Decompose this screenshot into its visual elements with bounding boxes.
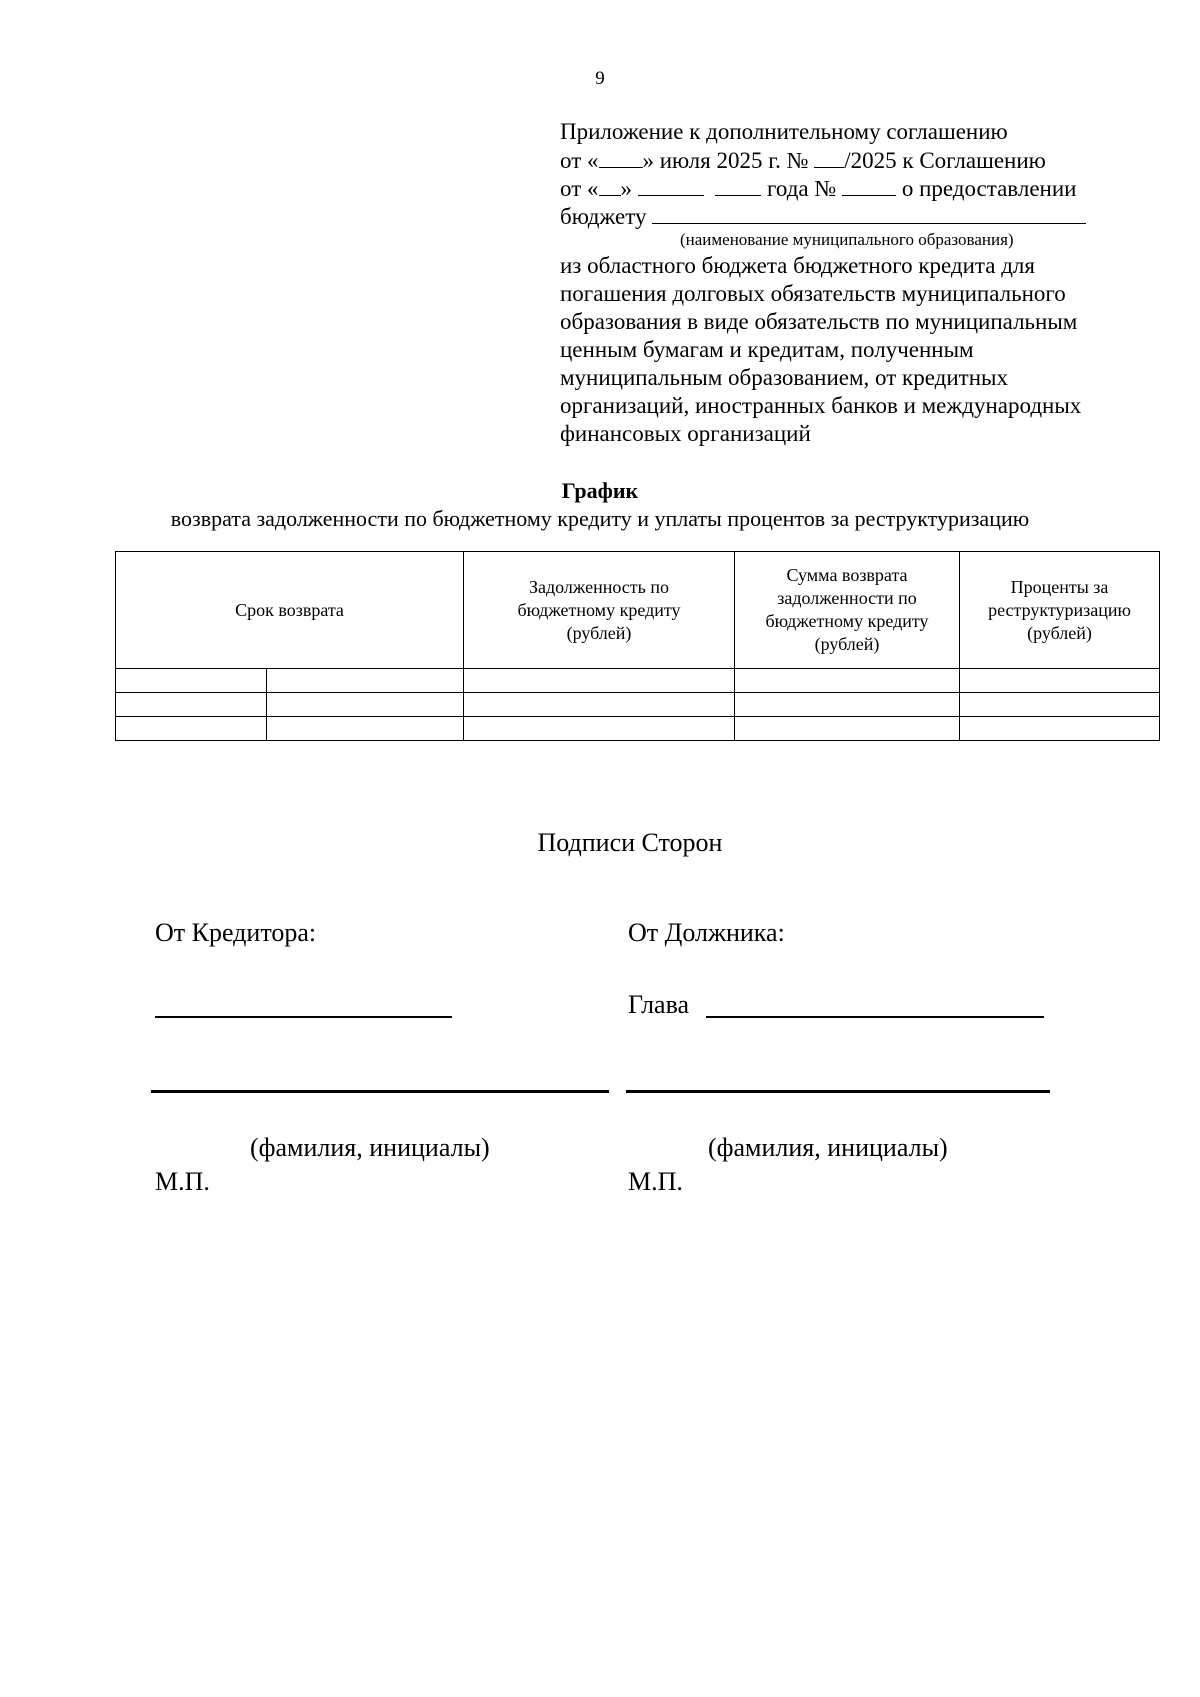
appendix-body-7: финансовых организаций — [560, 421, 811, 446]
table-cell[interactable] — [960, 717, 1160, 741]
appendix-month-text: » июля 2025 г. № — [642, 148, 809, 173]
appendix-line-4 — [560, 202, 1170, 230]
table-cell[interactable] — [116, 669, 267, 693]
head-signature-line — [706, 1016, 1044, 1018]
appendix-quote-close: » — [620, 176, 632, 201]
table-cell[interactable] — [267, 693, 464, 717]
day-blank-2 — [599, 174, 621, 196]
appendix-body-6: организаций, иностранных банков и международных — [560, 393, 1082, 418]
table-row — [116, 717, 1160, 741]
table-cell[interactable] — [735, 693, 960, 717]
page-number: 9 — [595, 68, 605, 89]
appendix-body-5: муниципальным образованием, от кредитных — [560, 365, 1008, 390]
creditor-label: От Кредитора: — [155, 918, 317, 947]
table-row — [116, 669, 1160, 693]
header-debt: Задолженность по бюджетному кредиту (рублей) — [464, 552, 735, 669]
appendix-line-1: Приложение к дополнительному соглашению — [560, 119, 1008, 144]
appendix-body-1: из областного бюджета бюджетного кредита для — [560, 253, 1035, 278]
schedule-subtitle: возврата задолженности по бюджетному кредиту и уплаты процентов за реструктуризацию — [170, 506, 1030, 531]
creditor-signature-line — [151, 1090, 609, 1093]
appendix-body-4: ценным бумагам и кредитам, полученным — [560, 337, 974, 362]
year-blank — [715, 174, 761, 196]
appendix-budget-label: бюджету — [560, 204, 647, 229]
number-blank — [814, 146, 844, 168]
municipality-caption: (наименование муниципального образования) — [680, 230, 1014, 249]
debtor-signature-line — [626, 1090, 1050, 1093]
table-cell[interactable] — [116, 693, 267, 717]
appendix-year-text: года № — [767, 176, 837, 201]
table-cell[interactable] — [464, 717, 735, 741]
table-cell[interactable] — [735, 669, 960, 693]
table-cell[interactable] — [960, 693, 1160, 717]
table-cell[interactable] — [735, 717, 960, 741]
table-cell[interactable] — [464, 669, 735, 693]
debtor-label: От Должника: — [628, 918, 785, 947]
appendix-from-prefix: от « — [560, 148, 599, 173]
schedule-title: График — [561, 478, 639, 503]
creditor-name-caption: (фамилия, инициалы) — [250, 1133, 490, 1162]
day-blank — [599, 146, 643, 168]
header-due-date: Срок возврата — [116, 552, 464, 669]
table-cell[interactable] — [960, 669, 1160, 693]
table-cell[interactable] — [116, 717, 267, 741]
table-header-row — [116, 552, 1160, 669]
table-cell[interactable] — [267, 717, 464, 741]
appendix-body-3: образования в виде обязательств по муниципальным — [560, 309, 1078, 334]
agreement-number-blank — [842, 174, 896, 196]
head-label: Глава — [628, 990, 690, 1019]
table-cell[interactable] — [464, 693, 735, 717]
creditor-stamp-label: М.П. — [155, 1167, 210, 1196]
table-row — [116, 693, 1160, 717]
creditor-position-line — [155, 1016, 452, 1018]
appendix-line-2 — [560, 146, 1170, 174]
appendix-body-2: погашения долговых обязательств муниципального — [560, 281, 1066, 306]
appendix-agreement-text: /2025 к Соглашению — [844, 148, 1046, 173]
appendix-from-prefix-2: от « — [560, 176, 599, 201]
appendix-line-3 — [560, 174, 1170, 202]
municipality-blank — [652, 202, 1086, 224]
month-blank — [638, 174, 704, 196]
signatures-title: Подписи Сторон — [537, 828, 723, 857]
debtor-stamp-label: М.П. — [628, 1167, 683, 1196]
header-repayment: Сумма возврата задолженности по бюджетному кредиту (рублей) — [735, 552, 960, 669]
appendix-provision-text: о предоставлении — [901, 176, 1077, 201]
schedule-table — [115, 551, 1160, 741]
table-cell[interactable] — [267, 669, 464, 693]
header-interest: Проценты за реструктуризацию (рублей) — [960, 552, 1160, 669]
appendix-block — [560, 118, 1170, 448]
debtor-name-caption: (фамилия, инициалы) — [708, 1133, 948, 1162]
